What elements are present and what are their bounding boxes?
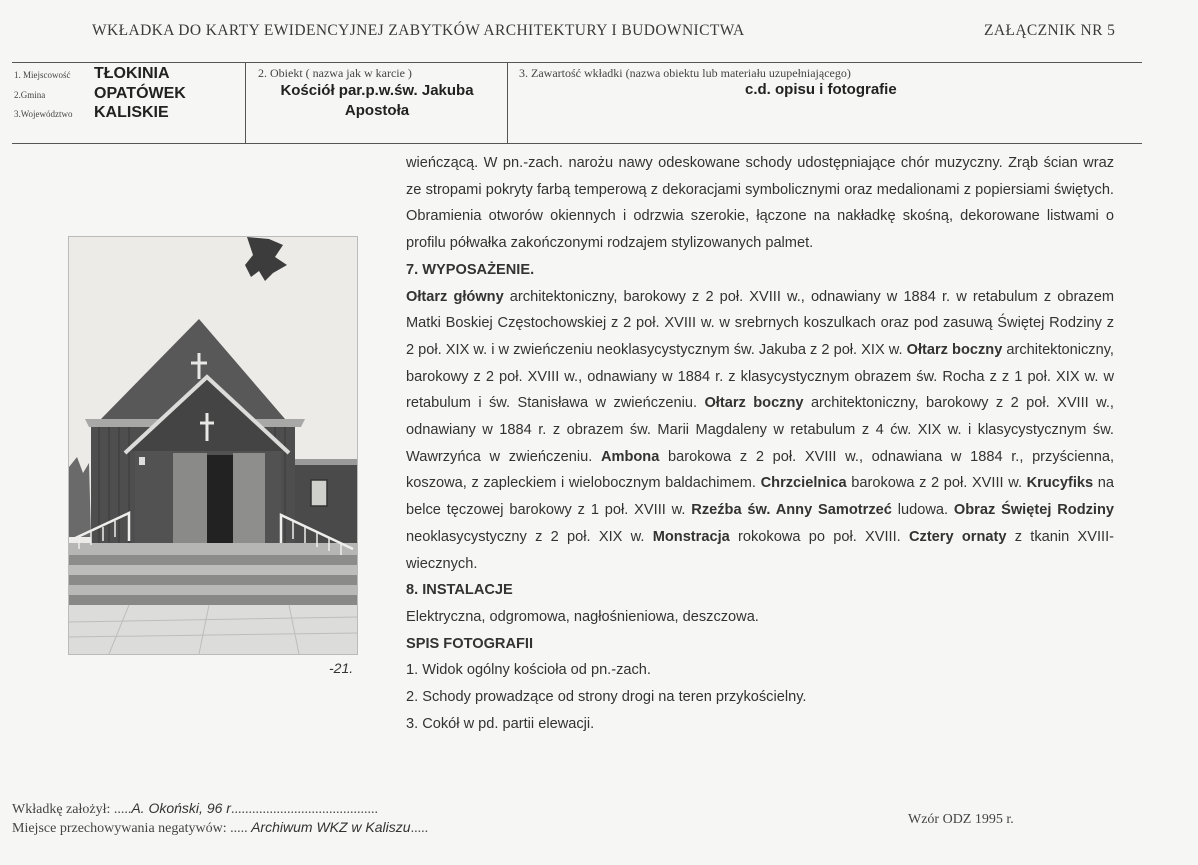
eq-name: Krucyfiks [1026,475,1094,492]
eq-text: barokowa z 2 poł. XVIII w. [846,475,1027,492]
commune-label: 2.Gmina [14,90,46,100]
attachment-number: ZAŁĄCZNIK NR 5 [984,22,1116,39]
locality-label: 1. Miejscowość [14,70,71,80]
voivodeship-row [14,104,169,122]
eq-name: Obraz Świętej Rodziny [953,502,1114,519]
photo-list-item: 3. Cokół w pd. partii elewacji. [406,715,595,732]
eq-text: neoklasycystyczny z 2 poł. XIX w. [406,528,653,545]
header-divider-1 [245,62,246,143]
photo-list-item: 1. Widok ogólny kościoła od pn.-zach. [406,662,651,679]
object-label: 2. Obiekt ( nazwa jak w karcie ) [258,66,412,80]
object-name-line1: Kościół par.p.w.św. Jakuba [280,82,474,99]
object-name [252,81,502,121]
locality-row [14,65,170,83]
founder-dots: .......................................... [230,802,378,817]
voivodeship-label: 3.Województwo [14,109,73,119]
eq-text: z tkanin XVIII-wiecznych. [406,528,1114,572]
header-title: WKŁADKA DO KARTY EWIDENCYJNEJ ZABYTKÓW ARCHITEKTURY I BUDOWNICTWA [92,22,745,39]
contents-label: 3. Zawartość wkładki (nazwa obiektu lub materiału uzupełniającego) [519,66,851,80]
contents-value: c.d. opisu i fotografie [745,81,897,98]
eq-text: barokowa z 2 poł. XVIII w., odnawiana w 1884 r., przyścienna, koszowa, z zapleckiem i wielobocznym baldachimem. [406,448,1114,492]
founder-value: A. Okoński, 96 r [131,800,231,816]
negatives-dots: ..... [410,821,429,836]
eq-name: Cztery ornaty [908,528,1007,545]
eq-text: na belce tęczowej barokowy z 1 poł. XVIII w. [406,475,1114,519]
eq-text: ludowa. [891,502,954,519]
eq-name: Ambona [600,448,660,465]
section-7-heading: 7. WYPOSAŻENIE. [406,261,535,278]
eq-name: Ołtarz główny [406,288,504,305]
negatives-value: Archiwum WKZ w Kaliszu [251,819,411,835]
photo-list-item: 2. Schody prowadzące od strony drogi na teren przykościelny. [406,689,807,706]
eq-name: Rzeźba św. Anny Samotrzeć [691,502,892,519]
eq-name: Chrzcielnica [760,475,847,492]
negatives-line [12,819,428,837]
object-name-line2: Apostoła [344,102,410,119]
eq-name: Monstracja [652,528,730,545]
eq-text: architektoniczny, barokowy z 2 poł. XVIII w., odnawiany w 1884 r. z obrazem św. Marii Magdaleny w retabulum z 4 ćw. XIX w. i klasycystycznym św. Wawrzyńca w zwieńczeniu. [406,395,1114,465]
founder-label: Wkładkę założył: ..... [12,802,132,817]
eq-name: Ołtarz boczny [704,395,804,412]
commune-value: OPATÓWEK [94,85,186,102]
description-body [406,150,1114,737]
locality-value: TŁOKINIA [94,65,170,82]
template-version: Wzór ODZ 1995 r. [908,812,1014,827]
header-top-rule [12,62,1142,63]
eq-name: Ołtarz boczny [906,341,1003,358]
commune-row [14,85,186,103]
eq-text: rokokowa po poł. XVIII. [729,528,909,545]
equipment-paragraph [406,284,1114,578]
header-divider-2 [507,62,508,143]
negatives-label: Miejsce przechowywania negatywów: ..... [12,821,248,836]
installations-text: Elektryczna, odgromowa, nagłośnieniowa, deszczowa. [406,608,759,625]
header-bottom-rule [12,143,1142,144]
photo-list-heading: SPIS FOTOGRAFII [406,635,534,652]
section-8-heading: 8. INSTALACJE [406,582,513,599]
photo-number: -21. [329,660,354,676]
founder-line [12,800,378,818]
voivodeship-value: KALISKIE [94,104,169,121]
eq-text: architektoniczny, barokowy z 2 poł. XVIII w., odnawiany w 1884 r. z klasycystycznym obrazem św. Rocha z z 1 poł. XIX w. w retabulum i św. Stanisława w zwieńczeniu. [406,341,1114,412]
church-photo-illustration [69,237,357,654]
church-photo [68,236,358,655]
description-intro: wieńczącą. W pn.-zach. narożu nawy odeskowane schody udostępniające chór muzyczny. Zrąb ścian wraz ze stropami pokryty farbą temperową z dekoracjami symbolicznymi oraz medalionami z popiersiami świętych. Obramienia otworów okiennych i odrzwia szerokie, łączone na nakładkę skośną, dekorowane listwami o profilu półwałka zakończonymi rodzajem stylizowanych palmet. [406,155,1114,252]
eq-text: architektoniczny, barokowy z 2 poł. XVIII w., odnawiany w 1884 r. w retabulum z obrazem Matki Boskiej Częstochowskiej z 2 poł. XVIII w. w srebrnych koszulkach oraz pod zasuwą Świętej Rodziny z 2 poł. XIX w. i w zwieńczeniu neoklasycystycznym św. Jakuba z 2 poł. XIX w. [406,288,1114,358]
